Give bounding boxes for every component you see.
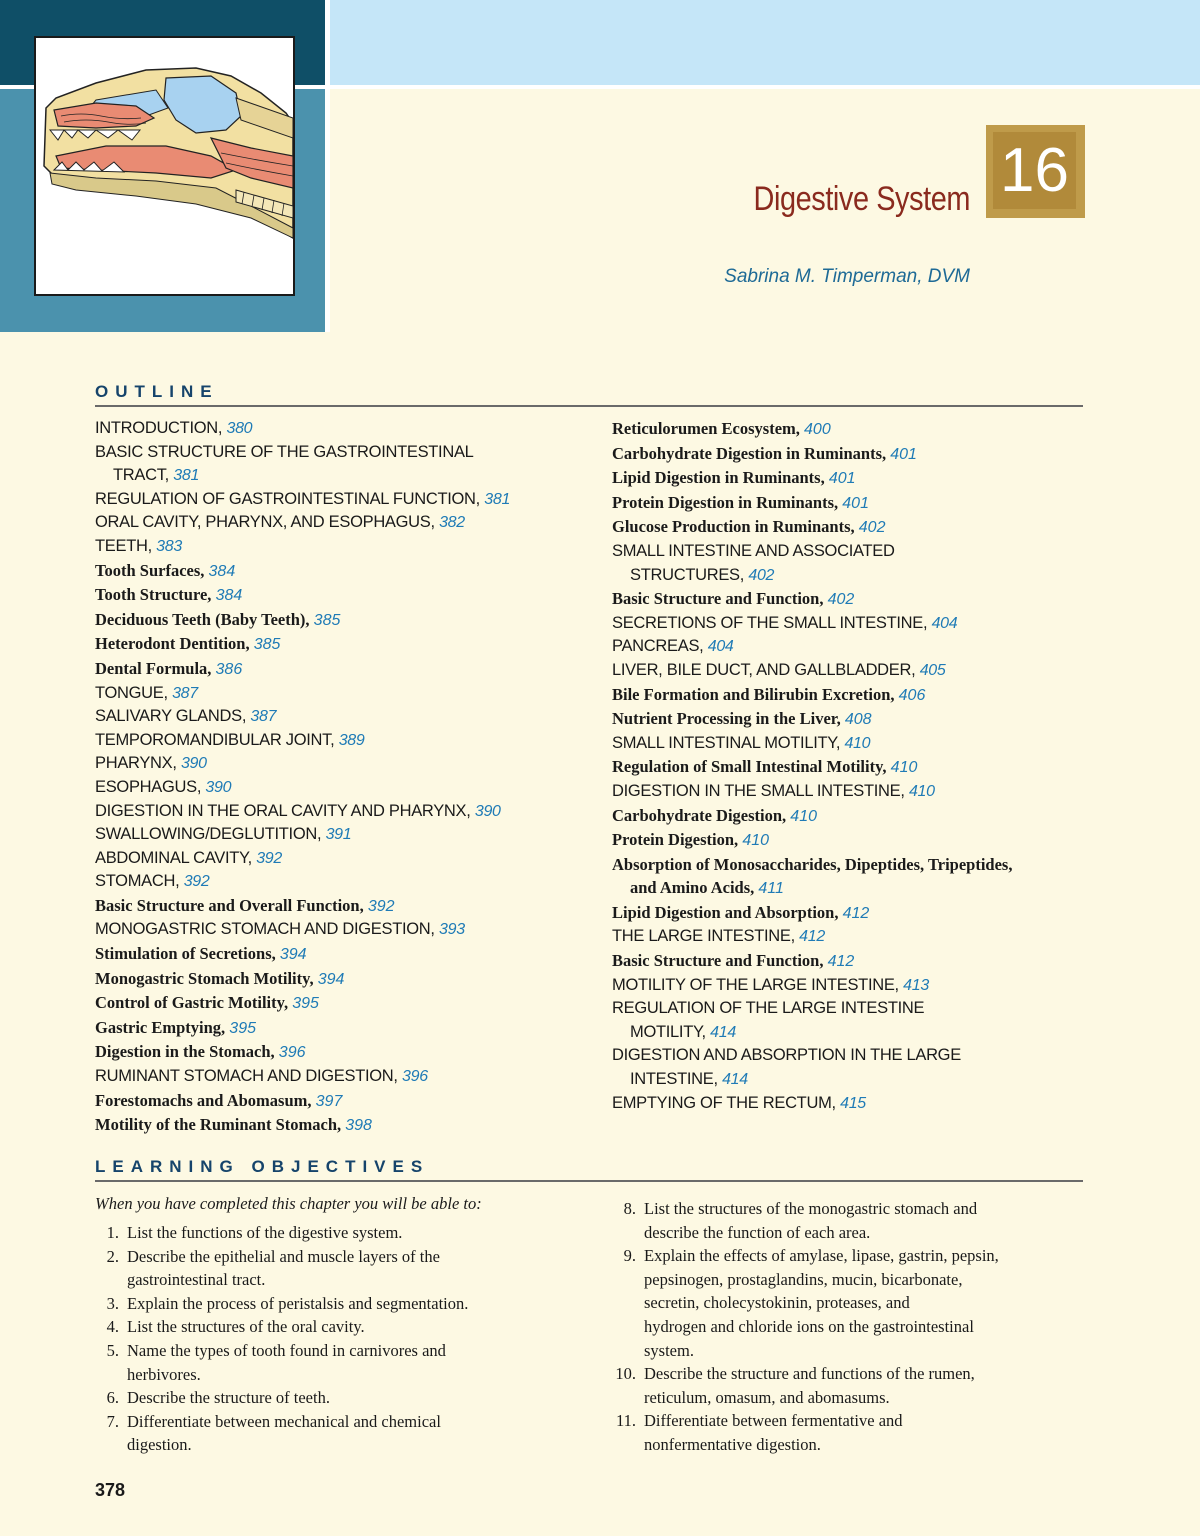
outline-entry	[612, 707, 1012, 732]
outline-entry-title: SECRETIONS OF THE SMALL INTESTINE,	[612, 613, 928, 632]
outline-entry	[612, 925, 1012, 949]
outline-page-ref[interactable]: 404	[707, 638, 734, 656]
outline-entry	[95, 1113, 510, 1138]
outline-entry-title: Nutrient Processing in the Liver,	[612, 709, 841, 729]
outline-entry-title: ABDOMINAL CAVITY,	[95, 848, 252, 867]
outline-entry-title: Bile Formation and Bilirubin Excretion,	[612, 684, 895, 704]
chapter-number: 16	[993, 132, 1076, 209]
outline-entry-title: Heterodont Dentition,	[95, 634, 250, 654]
outline-entry-title: SMALL INTESTINAL MOTILITY,	[612, 733, 841, 752]
objective-number: 10.	[615, 1364, 636, 1384]
outline-entry	[95, 967, 510, 992]
outline-entry	[612, 612, 1012, 636]
objective-line	[95, 1386, 468, 1410]
outline-page-ref[interactable]: 404	[931, 614, 958, 632]
outline-entry	[95, 800, 510, 824]
objective-text: secretin, cholecystokinin, proteases, and	[644, 1293, 910, 1313]
outline-entry	[612, 901, 1012, 926]
page-number: 378	[95, 1480, 126, 1500]
objectives-intro: When you have completed this chapter you will be able to:	[95, 1194, 482, 1213]
outline-entry-title: MONOGASTRIC STOMACH AND DIGESTION,	[95, 920, 435, 939]
outline-entry-title: REGULATION OF THE LARGE INTESTINE	[612, 999, 925, 1018]
outline-entry	[95, 847, 510, 871]
outline-page-ref[interactable]: 410	[890, 759, 918, 777]
outline-entry-title: RUMINANT STOMACH AND DIGESTION,	[95, 1067, 398, 1086]
outline-entry-title: LIVER, BILE DUCT, AND GALLBLADDER,	[612, 660, 916, 679]
outline-page-ref[interactable]: 391	[325, 826, 352, 844]
outline-page-ref[interactable]: 390	[474, 802, 501, 820]
objective-line	[95, 1268, 468, 1292]
outline-page-ref[interactable]: 398	[345, 1117, 372, 1135]
outline-entry-title: INTESTINE,	[630, 1070, 718, 1089]
outline-entry	[95, 464, 510, 488]
outline-entry	[95, 894, 510, 919]
objectives-rule	[95, 1180, 1083, 1182]
outline-page-ref[interactable]: 402	[827, 591, 855, 609]
outline-entry	[612, 804, 1012, 829]
outline-page-ref[interactable]: 380	[226, 420, 253, 437]
outline-entry	[95, 583, 510, 608]
outline-page-ref[interactable]: 396	[278, 1044, 306, 1062]
outline-page-ref[interactable]: 382	[439, 514, 465, 532]
outline-page-ref[interactable]: 387	[172, 684, 198, 702]
outline-entry-title: INTRODUCTION,	[95, 419, 223, 437]
objective-number: 8.	[623, 1199, 636, 1218]
outline-page-ref[interactable]: 392	[183, 873, 210, 891]
outline-entry	[612, 1044, 1012, 1068]
outline-entry	[95, 632, 510, 657]
header-divider-vertical	[325, 0, 330, 332]
outline-entry-title: PHARYNX,	[95, 754, 177, 773]
outline-page-ref[interactable]: 405	[919, 661, 946, 679]
dog-head-digestive-cross-section	[36, 38, 293, 294]
objective-number: 4.	[106, 1317, 119, 1337]
outline-entry	[95, 1016, 510, 1041]
chapter-author: Sabrina M. Timperman, DVM	[724, 266, 970, 287]
objective-line	[95, 1292, 468, 1316]
outline-right-column	[612, 417, 1012, 1115]
outline-entry	[95, 705, 510, 729]
outline-entry	[95, 682, 510, 706]
outline-entry	[95, 417, 510, 441]
objectives-left-list	[95, 1221, 468, 1457]
outline-page-ref[interactable]: 381	[484, 490, 511, 508]
outline-entry	[612, 659, 1012, 683]
outline-page-ref[interactable]: 385	[313, 611, 341, 629]
outline-page-ref[interactable]: 395	[292, 995, 319, 1013]
outline-entry-title: Basic Structure and Overall Function,	[95, 895, 364, 915]
outline-page-ref[interactable]: 395	[229, 1019, 256, 1037]
outline-entry	[612, 466, 1012, 491]
outline-page-ref[interactable]: 414	[710, 1023, 736, 1041]
outline-entry	[95, 1040, 510, 1065]
outline-entry	[95, 608, 510, 633]
objective-text: Explain the effects of amylase, lipase, gastrin, pepsin,	[644, 1246, 999, 1266]
outline-entry-title: Regulation of Small Intestinal Motility,	[612, 757, 887, 777]
outline-page-ref[interactable]: 392	[256, 849, 282, 867]
outline-page-ref[interactable]: 381	[173, 467, 200, 485]
outline-entry-title: Carbohydrate Digestion,	[612, 805, 787, 825]
outline-entry-title: STRUCTURES,	[630, 565, 745, 584]
outline-page-ref[interactable]: 383	[156, 537, 182, 555]
outline-entry	[612, 732, 1012, 756]
outline-entry-title: Tooth Surfaces,	[95, 560, 205, 580]
outline-page-ref[interactable]: 412	[799, 928, 825, 946]
objective-text: describe the function of each area.	[644, 1222, 871, 1242]
outline-page-ref[interactable]: 401	[842, 494, 869, 512]
chapter-illustration	[34, 36, 295, 296]
objective-number: 5.	[106, 1340, 119, 1360]
objective-number: 9.	[623, 1246, 636, 1266]
objective-line	[612, 1386, 999, 1410]
objective-number: 11.	[615, 1411, 636, 1431]
objective-number: 7.	[106, 1411, 119, 1431]
outline-entry-title: Gastric Emptying,	[95, 1017, 226, 1037]
outline-entry	[612, 1068, 1012, 1092]
outline-entry-title: Carbohydrate Digestion in Ruminants,	[612, 443, 887, 463]
outline-page-ref[interactable]: 415	[840, 1094, 866, 1112]
outline-entry	[95, 729, 510, 753]
objective-line	[95, 1433, 468, 1457]
outline-entry	[612, 417, 1012, 442]
outline-entry	[612, 1092, 1012, 1116]
objective-text: Describe the structure and functions of the rumen,	[644, 1364, 975, 1384]
outline-page-ref[interactable]: 402	[858, 519, 886, 537]
outline-entry-title: STOMACH,	[95, 872, 180, 891]
outline-entry-title: MOTILITY,	[630, 1022, 706, 1041]
objective-line	[95, 1410, 468, 1434]
outline-page-ref[interactable]: 386	[215, 660, 243, 678]
outline-page-ref[interactable]: 410	[844, 734, 871, 752]
outline-page-ref[interactable]: 394	[279, 946, 307, 964]
outline-page-ref[interactable]: 394	[317, 970, 345, 988]
outline-entry-title: Digestion in the Stomach,	[95, 1042, 275, 1062]
objective-line	[612, 1197, 999, 1221]
outline-page-ref[interactable]: 393	[439, 921, 465, 939]
outline-entry-title: SWALLOWING/DEGLUTITION,	[95, 825, 322, 844]
outline-page-ref[interactable]: 401	[828, 470, 856, 488]
outline-entry-title: Lipid Digestion in Ruminants,	[612, 468, 825, 488]
objective-text: Explain the process of peristalsis and segmentation.	[127, 1293, 469, 1313]
outline-page-ref[interactable]: 412	[842, 904, 870, 922]
outline-entry	[612, 491, 1012, 516]
objective-line	[612, 1221, 999, 1245]
outline-entry	[95, 776, 510, 800]
outline-entry	[612, 1021, 1012, 1045]
objective-number: 3.	[106, 1293, 119, 1313]
outline-entry	[95, 559, 510, 584]
outline-entry	[95, 918, 510, 942]
outline-entry-title: Lipid Digestion and Absorption,	[612, 902, 839, 922]
outline-entry-title: TEMPOROMANDIBULAR JOINT,	[95, 730, 335, 749]
outline-rule	[95, 405, 1083, 407]
outline-entry	[95, 942, 510, 967]
outline-entry-title: Glucose Production in Ruminants,	[612, 517, 855, 537]
objective-text: hydrogen and chloride ions on the gastrointestinal	[644, 1316, 974, 1336]
objective-text: digestion.	[127, 1435, 192, 1455]
objective-line	[612, 1315, 999, 1339]
objective-text: List the structures of the monogastric stomach and	[644, 1199, 978, 1218]
outline-entry	[612, 997, 1012, 1021]
objective-text: gastrointestinal tract.	[127, 1270, 266, 1290]
outline-entry-title: Basic Structure and Function,	[612, 589, 824, 609]
outline-entry-title: Tooth Structure,	[95, 585, 212, 605]
outline-entry-title: PANCREAS,	[612, 637, 704, 656]
outline-entry-title: DIGESTION IN THE ORAL CAVITY AND PHARYNX,	[95, 801, 471, 820]
objective-line	[612, 1244, 999, 1268]
header-light-band	[330, 0, 1200, 85]
objective-number: 2.	[106, 1246, 119, 1266]
outline-entry	[612, 515, 1012, 540]
outline-entry-title: Dental Formula,	[95, 658, 212, 678]
outline-left-column	[95, 417, 510, 1138]
outline-page-ref[interactable]: 397	[315, 1092, 343, 1110]
outline-entry-title: DIGESTION AND ABSORPTION IN THE LARGE	[612, 1046, 961, 1065]
outline-entry	[95, 870, 510, 894]
outline-page-ref[interactable]: 390	[205, 778, 232, 796]
outline-entry	[95, 823, 510, 847]
outline-entry	[95, 752, 510, 776]
outline-entry	[612, 635, 1012, 659]
objective-text: Describe the structure of teeth.	[127, 1388, 330, 1408]
outline-entry	[95, 535, 510, 559]
objective-line	[612, 1362, 999, 1386]
outline-entry-title: Control of Gastric Motility,	[95, 993, 289, 1013]
outline-entry-title: Deciduous Teeth (Baby Teeth),	[95, 609, 310, 629]
outline-entry-title: ORAL CAVITY, PHARYNX, AND ESOPHAGUS,	[95, 513, 435, 532]
outline-entry-title: Motility of the Ruminant Stomach,	[95, 1115, 342, 1135]
objective-text: herbivores.	[127, 1364, 201, 1384]
objective-text: system.	[644, 1340, 694, 1360]
outline-entry-title: Stimulation of Secretions,	[95, 944, 276, 964]
outline-entry	[95, 1089, 510, 1114]
objective-line	[612, 1433, 999, 1457]
outline-page-ref[interactable]: 392	[367, 897, 395, 915]
outline-entry-title: Protein Digestion in Ruminants,	[612, 492, 839, 512]
objective-text: List the functions of the digestive system.	[127, 1223, 403, 1242]
outline-entry	[612, 828, 1012, 853]
outline-page-ref[interactable]: 384	[208, 562, 236, 580]
outline-page-ref[interactable]: 396	[402, 1068, 428, 1086]
outline-page-ref[interactable]: 390	[180, 755, 207, 773]
outline-entry	[612, 540, 1012, 564]
outline-entry	[95, 441, 510, 465]
outline-entry-title: BASIC STRUCTURE OF THE GASTROINTESTINAL	[95, 442, 474, 461]
objective-text: nonfermentative digestion.	[644, 1434, 821, 1454]
objective-line	[95, 1221, 468, 1245]
outline-entry	[612, 780, 1012, 804]
outline-page-ref[interactable]: 408	[844, 711, 872, 729]
outline-entry	[612, 564, 1012, 588]
outline-entry	[612, 974, 1012, 998]
outline-entry-title: and Amino Acids,	[630, 878, 755, 898]
outline-page-ref[interactable]: 413	[903, 976, 929, 994]
outline-entry-title: Forestomachs and Abomasum,	[95, 1090, 312, 1110]
outline-entry-title: Protein Digestion,	[612, 830, 739, 850]
outline-page-ref[interactable]: 411	[758, 880, 784, 898]
outline-entry	[95, 657, 510, 682]
outline-page-ref[interactable]: 410	[790, 807, 817, 825]
objective-number: 1.	[106, 1223, 119, 1242]
outline-entry	[95, 1065, 510, 1089]
outline-page-ref[interactable]: 406	[898, 686, 926, 704]
outline-entry-title: SALIVARY GLANDS,	[95, 707, 247, 726]
outline-page-ref[interactable]: 412	[827, 953, 855, 971]
outline-entry-title: EMPTYING OF THE RECTUM,	[612, 1093, 836, 1112]
outline-entry-title: MOTILITY OF THE LARGE INTESTINE,	[612, 975, 899, 994]
outline-entry	[612, 853, 1012, 877]
outline-entry-title: REGULATION OF GASTROINTESTINAL FUNCTION,	[95, 489, 480, 508]
objective-text: Differentiate between fermentative and	[644, 1411, 903, 1431]
objective-text: Name the types of tooth found in carnivores and	[127, 1340, 446, 1360]
outline-page-ref[interactable]: 402	[748, 566, 775, 584]
objective-text: Differentiate between mechanical and chemical	[127, 1411, 441, 1431]
objective-text: pepsinogen, prostaglandins, mucin, bicarbonate,	[644, 1269, 963, 1289]
objective-line	[95, 1315, 468, 1339]
objectives-heading: LEARNING OBJECTIVES	[95, 1157, 430, 1176]
objective-text: reticulum, omasum, and abomasums.	[644, 1387, 890, 1407]
objectives-right-list	[612, 1197, 999, 1457]
outline-entry-title: SMALL INTESTINE AND ASSOCIATED	[612, 541, 895, 560]
chapter-number-box	[986, 125, 1085, 218]
chapter-title: Digestive System	[753, 180, 970, 218]
objective-line	[95, 1339, 468, 1363]
outline-entry-title: TRACT,	[113, 466, 169, 485]
outline-page-ref[interactable]: 389	[338, 731, 365, 749]
outline-entry-title: DIGESTION IN THE SMALL INTESTINE,	[612, 781, 905, 800]
outline-entry	[612, 442, 1012, 467]
outline-entry	[95, 488, 510, 512]
objective-text: List the structures of the oral cavity.	[127, 1317, 365, 1337]
outline-page-ref[interactable]: 414	[722, 1071, 748, 1089]
objective-line	[612, 1339, 999, 1363]
outline-page-ref[interactable]: 401	[890, 445, 917, 463]
objective-line	[95, 1245, 468, 1269]
outline-entry-title: THE LARGE INTESTINE,	[612, 927, 795, 946]
outline-entry	[95, 511, 510, 535]
outline-page-ref[interactable]: 410	[908, 782, 935, 800]
outline-page-ref[interactable]: 400	[804, 421, 831, 438]
outline-entry-title: Basic Structure and Function,	[612, 951, 824, 971]
outline-entry-title: Reticulorumen Ecosystem,	[612, 419, 800, 438]
outline-page-ref[interactable]: 385	[253, 636, 281, 654]
outline-entry-title: TEETH,	[95, 536, 152, 555]
outline-entry	[612, 755, 1012, 780]
outline-heading: OUTLINE	[95, 382, 219, 401]
objective-line	[95, 1363, 468, 1387]
outline-page-ref[interactable]: 387	[250, 708, 277, 726]
outline-page-ref[interactable]: 410	[742, 832, 770, 850]
outline-entry	[612, 949, 1012, 974]
outline-entry	[612, 587, 1012, 612]
objective-line	[612, 1291, 999, 1315]
objective-line	[612, 1409, 999, 1433]
objective-line	[612, 1268, 999, 1292]
outline-entry-title: Monogastric Stomach Motility,	[95, 968, 314, 988]
outline-entry	[612, 683, 1012, 708]
objective-number: 6.	[106, 1388, 119, 1408]
outline-entry-title: TONGUE,	[95, 683, 168, 702]
outline-entry	[612, 876, 1012, 901]
outline-entry-title: Absorption of Monosaccharides, Dipeptides, Tripeptides,	[612, 854, 1013, 874]
objective-text: Describe the epithelial and muscle layers of the	[127, 1246, 440, 1266]
outline-entry	[95, 991, 510, 1016]
outline-page-ref[interactable]: 384	[215, 587, 243, 605]
outline-entry-title: ESOPHAGUS,	[95, 777, 202, 796]
